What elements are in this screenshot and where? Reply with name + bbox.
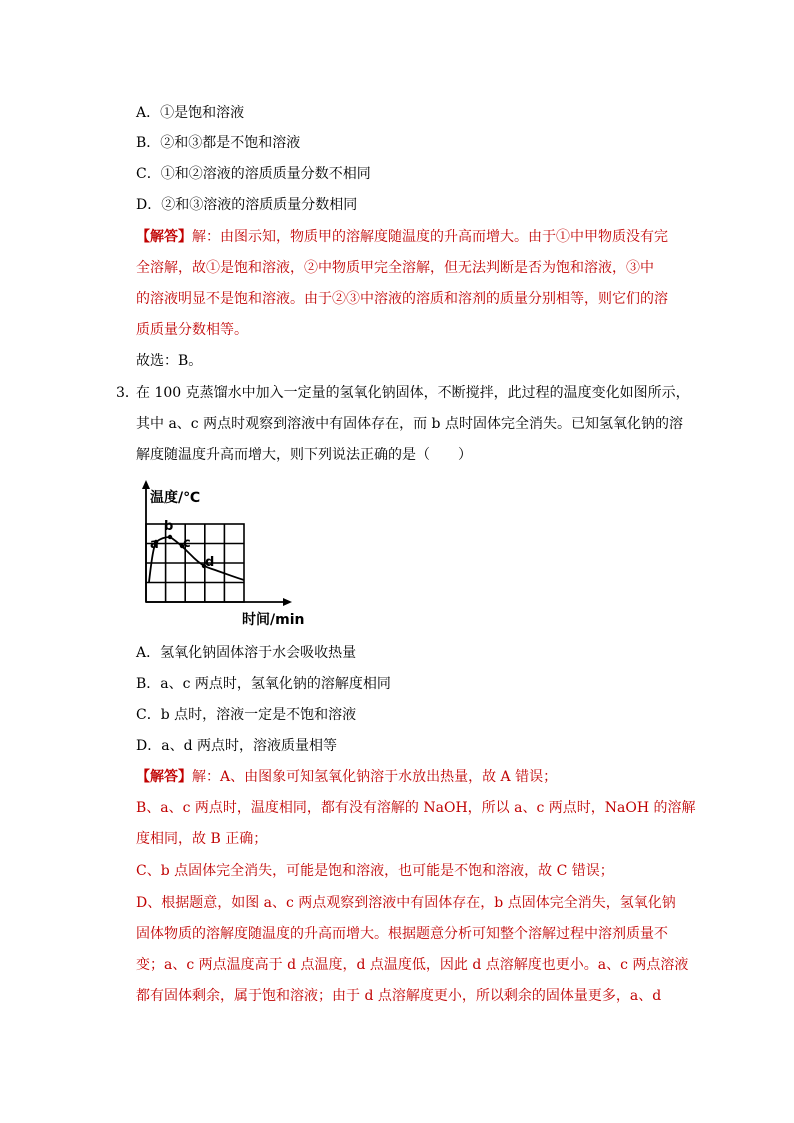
point-b-label: b — [164, 519, 174, 534]
q3-answer-line-6: 固体物质的溶解度随温度的升高而增大。根据题意分析可知整个溶解过程中溶剂质量不 — [136, 926, 668, 942]
q3-answer-label: 【解答】 — [136, 769, 192, 785]
q2-answer-line-3: 的溶液明显不是饱和溶液。由于②③中溶液的溶质和溶剂的质量分别相等，则它们的溶 — [136, 291, 668, 307]
q3-option-b: B．a、c 两点时，氢氧化钠的溶解度相同 — [136, 676, 391, 692]
grid — [146, 524, 244, 602]
point-a-label: a — [150, 537, 159, 552]
q3-answer-line-8: 都有固体剩余，属于饱和溶液；由于 d 点溶解度更小，所以剩余的固体量更多，a、d — [136, 988, 662, 1004]
q3-answer-line-2: B、a、c 两点时，温度相同，都有没有溶解的 NaOH，所以 a、c 两点时，NaOH 的溶解 — [136, 800, 696, 816]
point-b-marker — [168, 535, 172, 539]
q3-answer-line-4: C、b 点固体完全消失，可能是饱和溶液，也可能是不饱和溶液，故 C 错误； — [136, 863, 614, 879]
q3-answer-line-7: 变；a、c 两点温度高于 d 点温度，d 点温度低，因此 d 点溶解度也更小。a、c 两点溶液 — [136, 957, 689, 973]
q3-number: 3． — [116, 385, 139, 401]
q3-option-a: A．氢氧化钠固体溶于水会吸收热量 — [136, 645, 357, 661]
q2-answer-label: 【解答】 — [136, 229, 192, 245]
q3-answer-line-1 — [136, 767, 557, 787]
y-axis-label: 温度/℃ — [150, 490, 201, 506]
q3-stem-line-3: 解度随温度升高而增大，则下列说法正确的是（ ） — [136, 447, 472, 463]
q2-option-d: D．②和③溶液的溶质质量分数相同 — [136, 197, 358, 213]
x-axis-arrow — [283, 598, 292, 606]
q3-stem-line-2: 其中 a、c 两点时观察到溶液中有固体存在，而 b 点时固体完全消失。已知氢氧化钠的溶 — [136, 416, 683, 432]
point-d-label: d — [205, 555, 215, 570]
q2-answer-text-1: 解：由图示知，物质甲的溶解度随温度的升高而增大。由于①中甲物质没有完 — [192, 229, 668, 245]
temperature-time-figure — [128, 480, 318, 630]
q3-answer-line-3: 度相同，故 B 正确； — [136, 831, 268, 847]
q2-option-c: C．①和②溶液的溶质质量分数不相同 — [136, 166, 371, 182]
q3-answer-text-1: 解：A、由图象可知氢氧化钠溶于水放出热量，故 A 错误； — [192, 769, 558, 785]
q2-option-b: B．②和③都是不饱和溶液 — [136, 135, 301, 151]
q3-answer-line-5: D、根据题意，如图 a、c 两点观察到溶液中有固体存在，b 点固体完全消失，氢氧化钠 — [136, 895, 676, 911]
y-axis-arrow — [142, 480, 150, 489]
q2-choice: 故选：B。 — [136, 353, 203, 369]
q3-option-d: D．a、d 两点时，溶液质量相等 — [136, 738, 337, 754]
q3-option-c: C．b 点时，溶液一定是不饱和溶液 — [136, 707, 357, 723]
q3-stem-line-1: 在 100 克蒸馏水中加入一定量的氢氧化钠固体，不断搅拌，此过程的温度变化如图所示， — [136, 385, 690, 401]
q2-answer-line-1 — [136, 227, 668, 247]
q2-answer-line-2: 全溶解，故①是饱和溶液，②中物质甲完全溶解，但无法判断是否为饱和溶液，③中 — [136, 260, 654, 276]
q2-option-a: A．①是饱和溶液 — [136, 105, 245, 121]
q2-answer-line-4: 质质量分数相等。 — [136, 322, 248, 338]
point-c-label: c — [183, 536, 191, 551]
x-axis-label: 时间/min — [242, 612, 305, 628]
